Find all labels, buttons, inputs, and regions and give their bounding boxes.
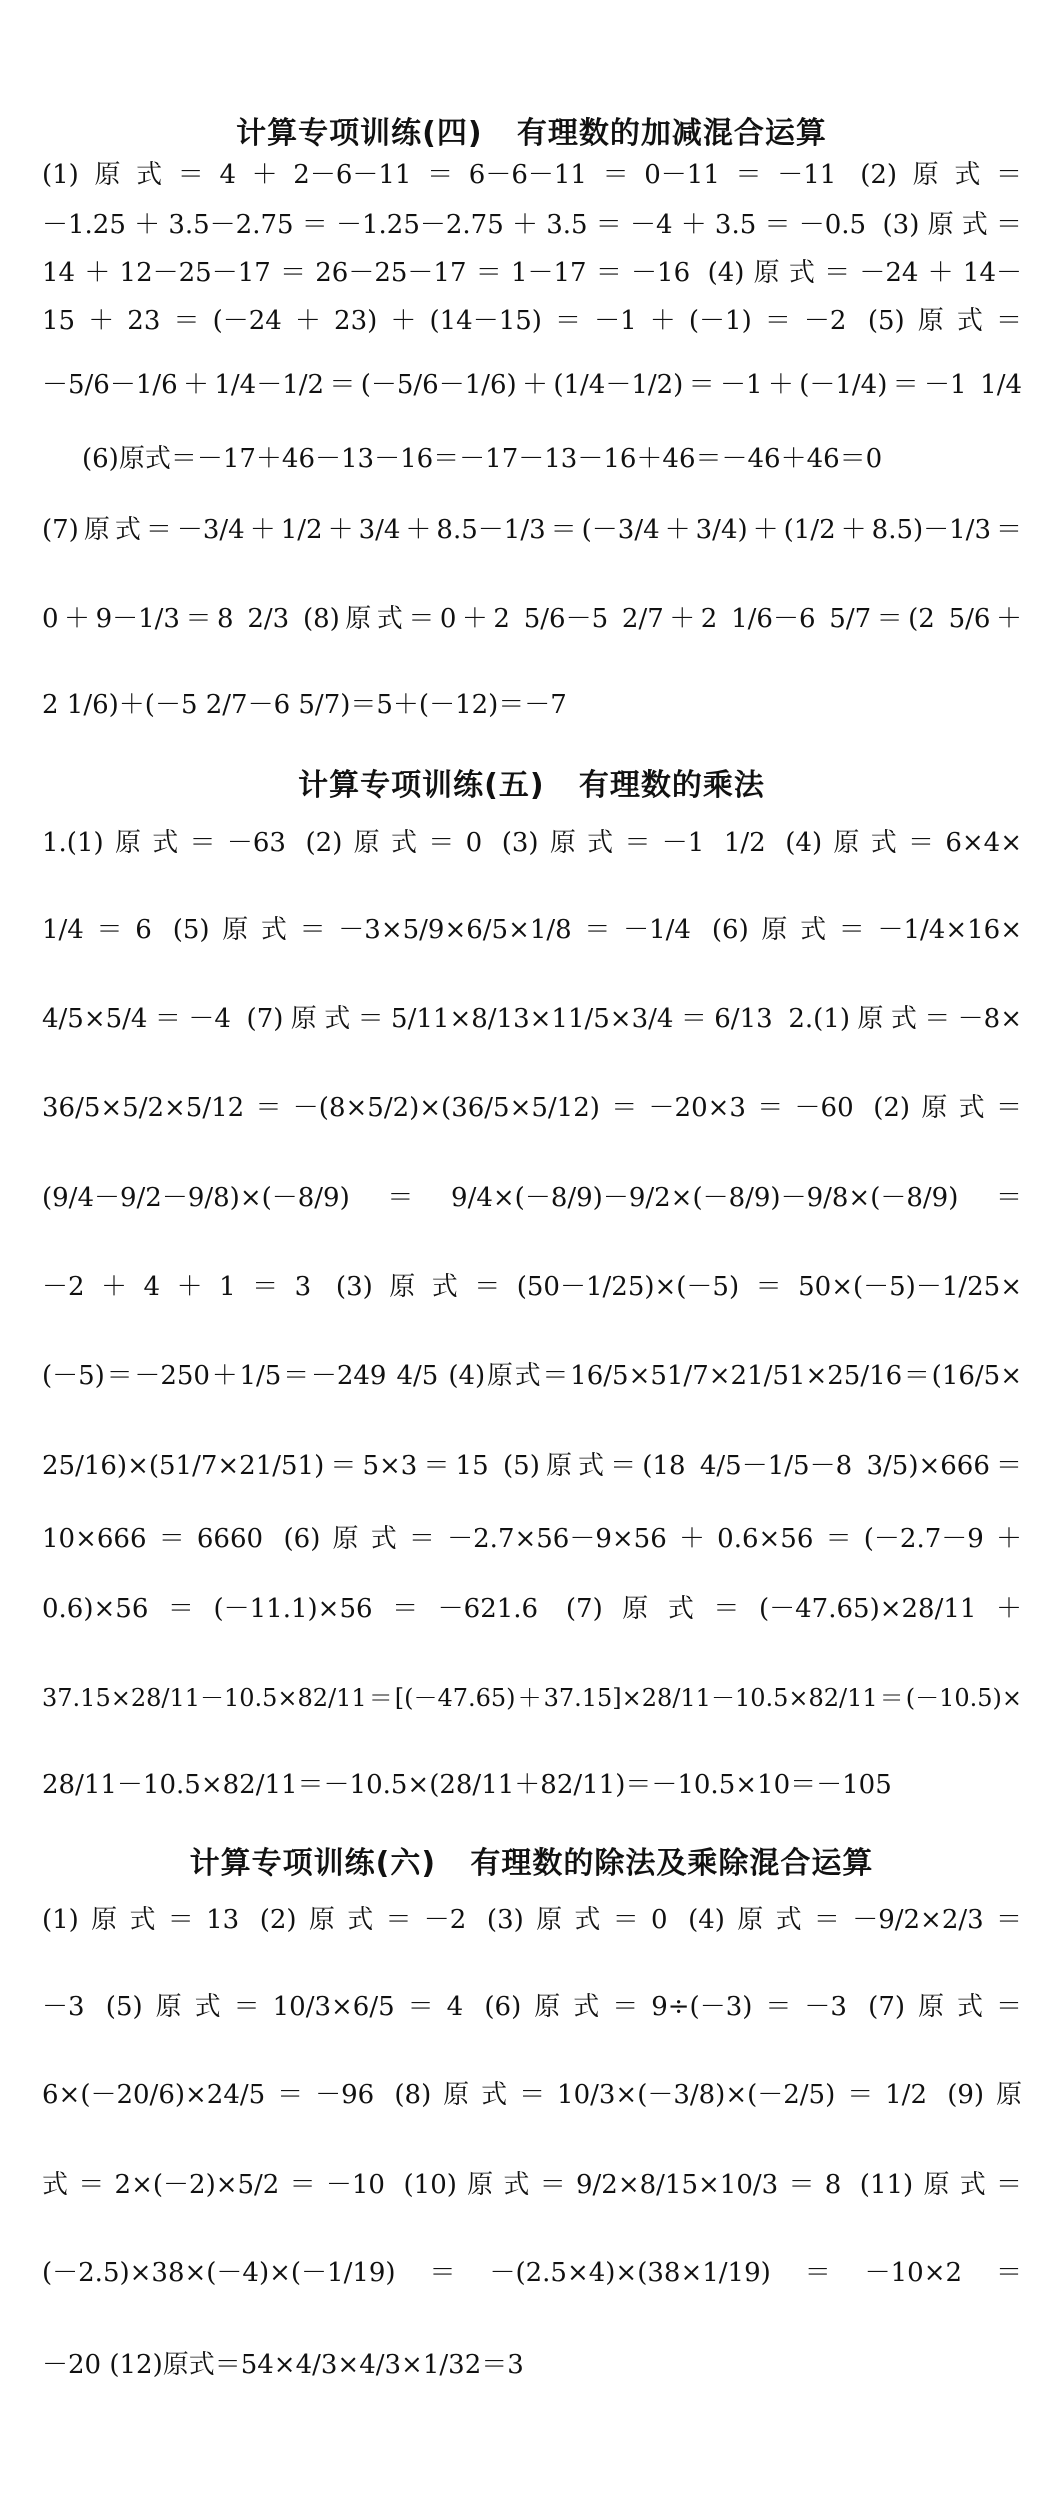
section-title-6: 计算专项训练(六) 有理数的除法及乘除混合运算: [189, 1846, 874, 1881]
text-line: 10×666＝6660 (6)原式＝－2.7×56－9×56＋0.6×56＝(－2.7－9＋: [42, 1524, 1022, 1554]
text-line: 1/4＝6 (5)原式＝－3×5/9×6/5×1/8＝－1/4 (6)原式＝－1/4×16×: [42, 915, 1022, 945]
text-line: (1)原式＝4＋2－6－11＝6－6－11＝0－11＝－11 (2)原式＝: [42, 160, 1022, 190]
text-line: 0＋9－1/3＝8 2/3 (8)原式＝0＋2 5/6－5 2/7＋2 1/6－6 5/7＝(2 5/6＋: [42, 604, 1022, 634]
text-line: 37.15×28/11－10.5×82/11＝[(－47.65)＋37.15]×28/11－10.5×82/11＝(－10.5)×: [42, 1684, 1022, 1712]
text-line: (－5)＝－250＋1/5＝－249 4/5 (4)原式＝16/5×51/7×21/51×25/16＝(16/5×: [42, 1361, 1022, 1391]
text-line: (9/4－9/2－9/8)×(－8/9)＝9/4×(－8/9)－9/2×(－8/9)－9/8×(－8/9)＝: [42, 1183, 1022, 1213]
text-line: (7)原式＝－3/4＋1/2＋3/4＋8.5－1/3＝(－3/4＋3/4)＋(1/2＋8.5)－1/3＝: [42, 515, 1022, 545]
section-title-4: 计算专项训练(四) 有理数的加减混合运算: [236, 116, 827, 151]
text-line: 15＋23＝(－24＋23)＋(14－15)＝－1＋(－1)＝－2 (5)原式＝: [42, 306, 1022, 336]
text-line: －3 (5)原式＝10/3×6/5＝4 (6)原式＝9÷(－3)＝－3 (7)原式＝: [42, 1992, 1022, 2022]
text-line: 4/5×5/4＝－4 (7)原式＝5/11×8/13×11/5×3/4＝6/13 2.(1)原式＝－8×: [42, 1004, 1022, 1034]
section-title-5: 计算专项训练(五) 有理数的乘法: [298, 768, 765, 803]
text-line: －1.25＋3.5－2.75＝－1.25－2.75＋3.5＝－4＋3.5＝－0.5 (3)原式＝: [42, 210, 1022, 240]
text-line: 28/11－10.5×82/11＝－10.5×(28/11＋82/11)＝－10.5×10＝－105: [42, 1770, 892, 1800]
text-line: (－2.5)×38×(－4)×(－1/19)＝－(2.5×4)×(38×1/19)＝－10×2＝: [42, 2258, 1022, 2288]
text-line: 1.(1)原式＝－63 (2)原式＝0 (3)原式＝－1 1/2 (4)原式＝6×4×: [42, 828, 1022, 858]
text-line: 25/16)×(51/7×21/51)＝5×3＝15 (5)原式＝(18 4/5－1/5－8 3/5)×666＝: [42, 1451, 1022, 1481]
text-line: －20 (12)原式＝54×4/3×4/3×1/32＝3: [42, 2350, 524, 2380]
text-line: －2＋4＋1＝3 (3)原式＝(50－1/25)×(－5)＝50×(－5)－1/25×: [42, 1272, 1022, 1302]
text-line: 2 1/6)＋(－5 2/7－6 5/7)＝5＋(－12)＝－7: [42, 690, 567, 720]
text-line: 6×(－20/6)×24/5＝－96 (8)原式＝10/3×(－3/8)×(－2/5)＝1/2 (9)原: [42, 2080, 1022, 2110]
text-line: 0.6)×56＝(－11.1)×56＝－621.6 (7)原式＝(－47.65)×28/11＋: [42, 1594, 1022, 1624]
text-line: 14＋12－25－17＝26－25－17＝1－17＝－16 (4)原式＝－24＋14－: [42, 258, 1022, 288]
text-line: －5/6－1/6＋1/4－1/2＝(－5/6－1/6)＋(1/4－1/2)＝－1＋(－1/4)＝－1 1/4: [42, 370, 1022, 400]
text-line: (6)原式＝－17＋46－13－16＝－17－13－16＋46＝－46＋46＝0: [82, 444, 883, 474]
text-line: 36/5×5/2×5/12＝－(8×5/2)×(36/5×5/12)＝－20×3＝－60 (2)原式＝: [42, 1093, 1022, 1123]
text-line: 式＝2×(－2)×5/2＝－10 (10)原式＝9/2×8/15×10/3＝8 (11)原式＝: [42, 2170, 1022, 2200]
text-line: (1)原式＝13 (2)原式＝－2 (3)原式＝0 (4)原式＝－9/2×2/3＝: [42, 1905, 1022, 1935]
